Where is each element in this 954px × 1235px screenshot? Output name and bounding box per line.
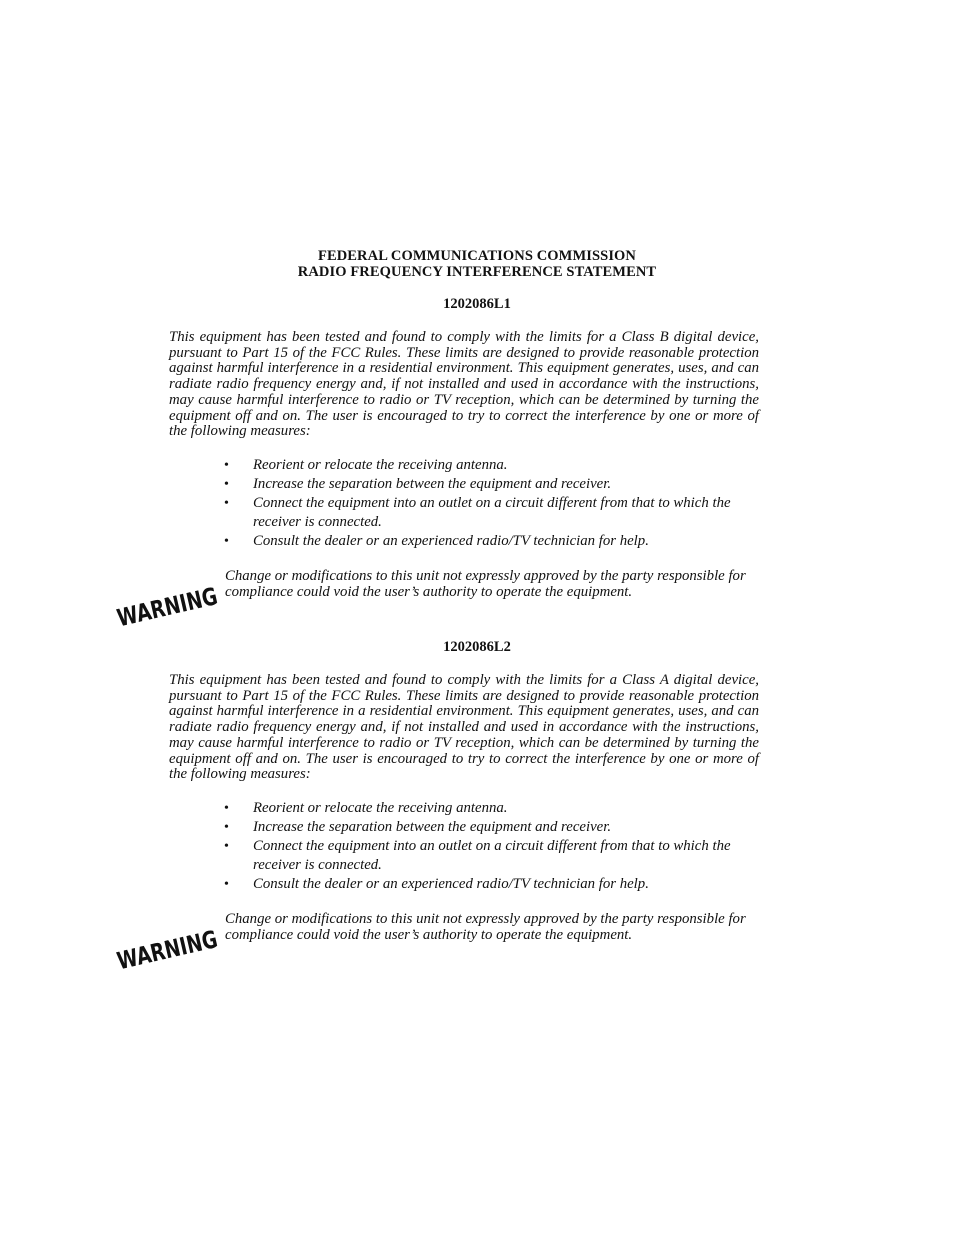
measure-text: Increase the separation between the equipment and receiver. [253,819,612,835]
model-number-heading: 1202086L1 [443,296,511,312]
bullet-icon: • [224,839,229,854]
measure-text: Connect the equipment into an outlet on a circuit different from that to which the receiver is connected. [253,495,731,530]
measure-text: Consult the dealer or an experienced radio/TV technician for help. [253,876,649,892]
warning-notice [112,568,772,633]
bullet-icon: • [224,877,229,892]
bullet-icon: • [224,458,229,473]
measure-text: Consult the dealer or an experienced radio/TV technician for help. [253,533,649,549]
measures-list [224,799,764,894]
list-item [224,532,764,551]
compliance-paragraph: This equipment has been tested and found to comply with the limits for a Class A digital device, pursuant to Part 15 of the FCC Rules. These limits are designed to provide reasonable protection against harmful interference in a residential environment. This equipment generates, uses, and can radiate radio frequency energy and, if not installed and used in accordance with the instructions, may cause harmful interference to radio or TV reception, which can be determined by turning the equipment off and on. The user is encouraged to try to correct the interference by one or more of the following measures: [169,672,759,783]
list-item [224,818,764,837]
model-number-heading: 1202086L2 [443,639,511,655]
list-item [224,837,764,875]
warning-text: Change or modifications to this unit not expressly approved by the party responsible for compliance could void the user’s authority to operate the equipment. [225,911,746,943]
title-line-1: FEDERAL COMMUNICATIONS COMMISSION [317,248,637,264]
measure-text: Reorient or relocate the receiving antenna. [253,457,508,473]
warning-stamp-text: WARNING [114,578,236,633]
warning-notice [112,911,772,976]
bullet-icon: • [224,801,229,816]
warning-stamp-icon [112,575,236,633]
title-line-2: RADIO FREQUENCY INTERFERENCE STATEMENT [297,264,657,280]
list-item [224,456,764,475]
measures-list [224,456,764,551]
warning-stamp-icon [112,918,236,976]
list-item [224,475,764,494]
compliance-paragraph: This equipment has been tested and found to comply with the limits for a Class B digital device, pursuant to Part 15 of the FCC Rules. These limits are designed to provide reasonable protection against harmful interference in a residential environment. This equipment generates, uses, and can radiate radio frequency energy and, if not installed and used in accordance with the instructions, may cause harmful interference to radio or TV reception, which can be determined by turning the equipment off and on. The user is encouraged to try to correct the interference by one or more of the following measures: [169,329,759,440]
bullet-icon: • [224,534,229,549]
measure-text: Connect the equipment into an outlet on a circuit different from that to which the receiver is connected. [253,838,731,873]
warning-stamp-text: WARNING [114,921,236,976]
bullet-icon: • [224,820,229,835]
measure-text: Reorient or relocate the receiving antenna. [253,800,508,816]
bullet-icon: • [224,477,229,492]
list-item [224,799,764,818]
page-title [0,248,954,280]
warning-text: Change or modifications to this unit not expressly approved by the party responsible for compliance could void the user’s authority to operate the equipment. [225,568,746,600]
list-item [224,875,764,894]
bullet-icon: • [224,496,229,511]
list-item [224,494,764,532]
measure-text: Increase the separation between the equipment and receiver. [253,476,612,492]
